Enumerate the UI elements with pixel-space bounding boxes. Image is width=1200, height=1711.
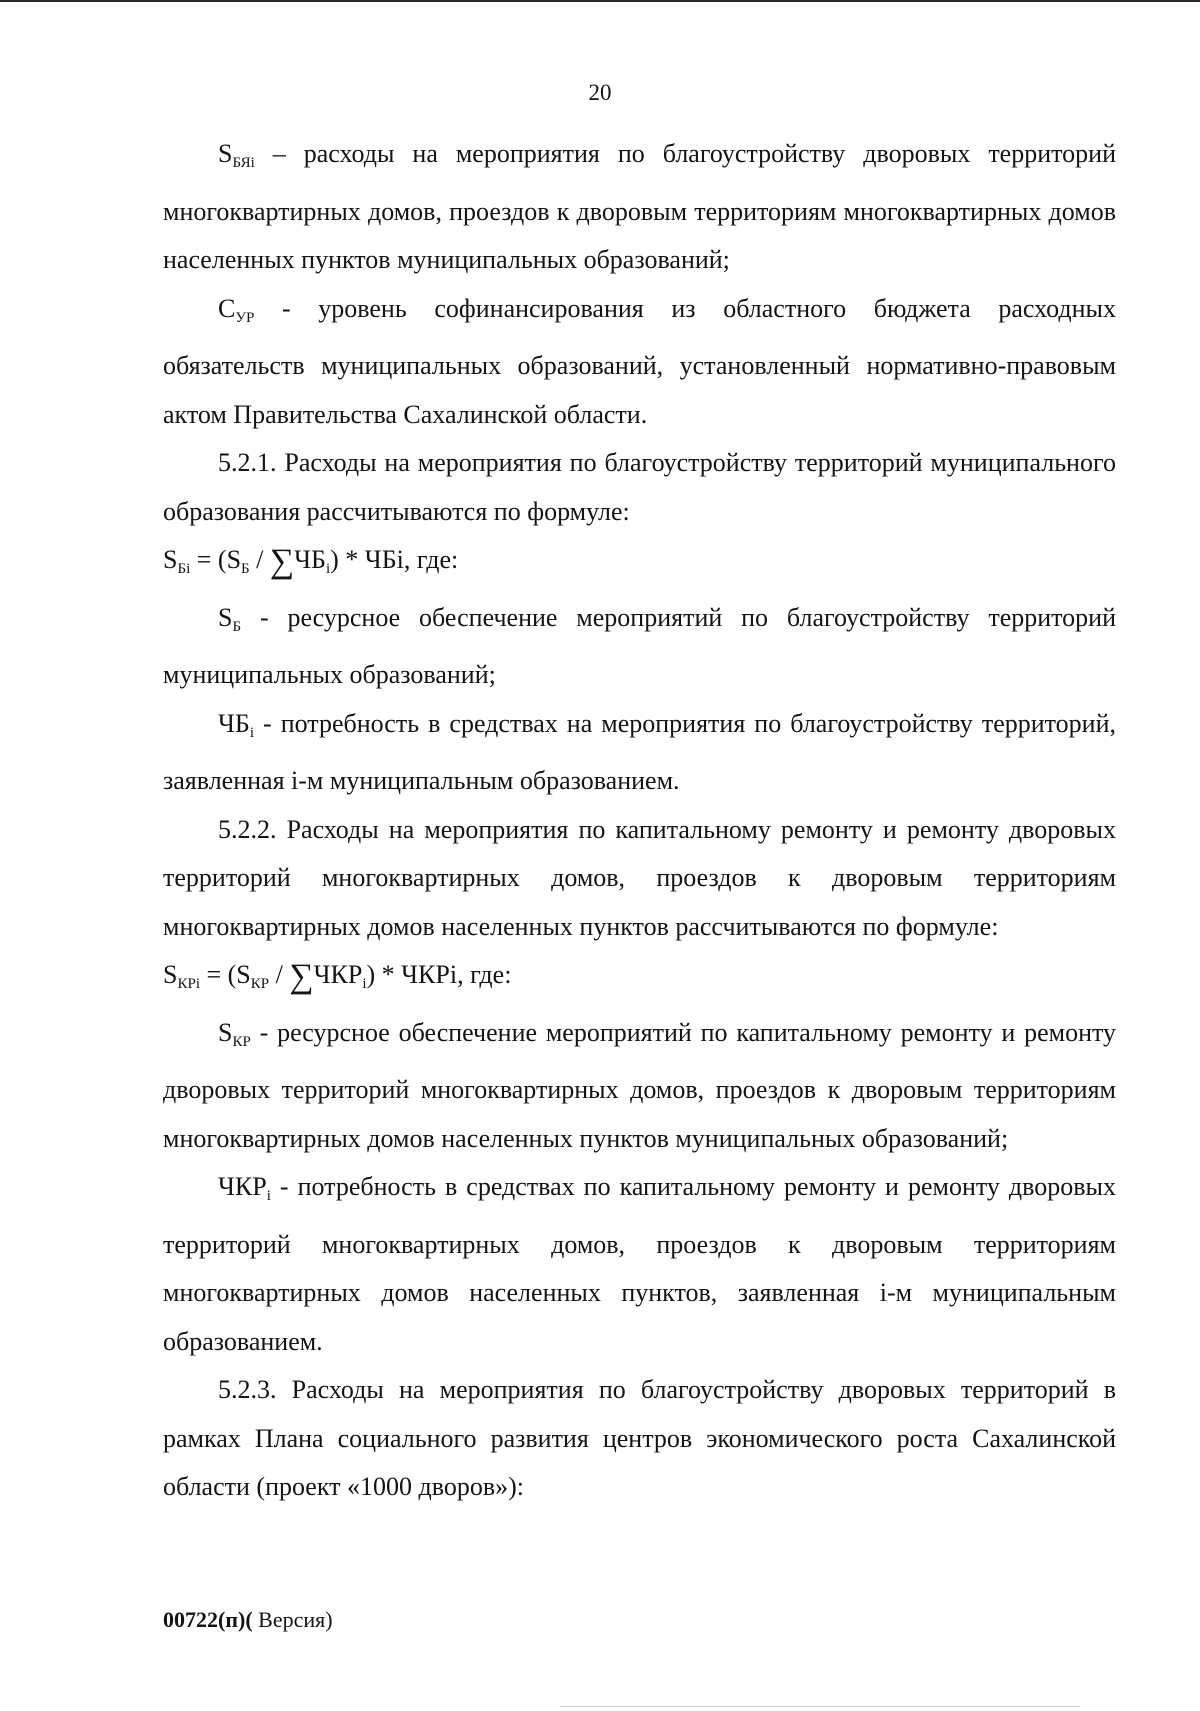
- document-version-label: Версия): [252, 1607, 333, 1632]
- formula-divide: /: [249, 545, 270, 574]
- formula-lhs-subscript: КРi: [177, 976, 200, 992]
- formula-rest: ) * ЧБi, где:: [330, 545, 459, 574]
- paragraph-text: - ресурсное обеспечение мероприятий по благоустройству территорий муниципальных образований;: [163, 602, 1116, 689]
- paragraph-text: - потребность в средствах на мероприятия по благоустройству территорий, заявленная i-м муниципальным образованием.: [163, 708, 1116, 795]
- paragraph-chkr: [163, 1163, 1116, 1366]
- formula-rest: ) * ЧКРi, где:: [366, 960, 512, 989]
- paragraph-s-bya: [163, 130, 1116, 285]
- symbol: S: [218, 602, 233, 632]
- paragraph-s-b: [163, 594, 1116, 700]
- formula-term-subscript: i: [362, 976, 367, 992]
- symbol: S: [218, 1017, 233, 1047]
- symbol-subscript: Б: [232, 618, 242, 635]
- sigma-symbol: ∑: [269, 543, 295, 580]
- paragraph-text: - потребность в средствах по капитальному ремонту и ремонту дворовых территорий многоквартирных домов, проездов к дворовым территориям многоквартирных домов населенных пунктов, заявленная i-м муниципальным образованием.: [163, 1172, 1116, 1356]
- formula-subscript: КР: [250, 976, 270, 992]
- document-code-number: 00722(п)(: [163, 1607, 253, 1632]
- formula-open: = (S: [199, 960, 251, 989]
- symbol: S: [218, 139, 233, 168]
- paragraph-text: - уровень софинансирования из областного бюджета расходных обязательств муниципальных образований, установленный нормативно-правовым актом Правительства Сахалинской области.: [163, 293, 1116, 429]
- formula-term: ЧБ: [294, 545, 326, 574]
- symbol-subscript: БЯi: [232, 155, 255, 171]
- symbol: ЧКР: [218, 1172, 267, 1201]
- scan-edge-top: [0, 0, 1200, 2]
- paragraph-text: – расходы на мероприятия по благоустройству дворовых территорий многоквартирных домов, проездов к дворовым территориям многоквартирных домов населенных пунктов муниципальных образований;: [163, 139, 1116, 274]
- scan-edge-bottom: [560, 1706, 1080, 1707]
- formula-lhs-subscript: Бi: [177, 561, 191, 577]
- paragraph-5-2-3: 5.2.3. Расходы на мероприятия по благоустройству дворовых территорий в рамках Плана социального развития центров экономического роста Сахалинской области (проект «1000 дворов»):: [163, 1375, 1116, 1501]
- body-text: [163, 130, 1116, 1512]
- formula-term-subscript: i: [325, 561, 331, 577]
- symbol-subscript: КР: [232, 1033, 251, 1050]
- formula-s-bi: [163, 536, 1116, 594]
- formula-divide: /: [269, 960, 290, 989]
- formula-s-kri: [163, 951, 1116, 1009]
- symbol-subscript: i: [266, 1188, 271, 1204]
- formula-term: ЧКР: [313, 960, 363, 989]
- paragraph-chb: [163, 700, 1116, 806]
- paragraph-text: - ресурсное обеспечение мероприятий по капитальному ремонту и ремонту дворовых территорий многоквартирных домов, проездов к дворовым территориям многоквартирных домов населенных пунктов муниципальных образований;: [163, 1017, 1116, 1153]
- sigma-symbol: ∑: [289, 958, 314, 995]
- formula-lhs: S: [163, 545, 178, 574]
- symbol-subscript: УР: [235, 309, 255, 326]
- paragraph-s-kr: [163, 1009, 1116, 1164]
- document-code: [163, 1605, 333, 1635]
- symbol: ЧБ: [218, 708, 250, 738]
- paragraph-5-2-1: 5.2.1. Расходы на мероприятия по благоустройству территорий муниципального образования рассчитываются по формуле:: [163, 448, 1116, 526]
- paragraph-5-2-2: 5.2.2. Расходы на мероприятия по капитальному ремонту и ремонту дворовых территорий многоквартирных домов, проездов к дворовым территориям многоквартирных домов населенных пунктов рассчитываются по формуле:: [163, 814, 1116, 941]
- symbol: С: [218, 293, 236, 323]
- symbol-subscript: i: [249, 724, 254, 741]
- page-number: 20: [588, 80, 612, 105]
- formula-subscript: Б: [241, 561, 250, 577]
- formula-lhs: S: [163, 960, 178, 989]
- paragraph-c-ur: [163, 285, 1116, 440]
- formula-open: = (S: [190, 545, 242, 574]
